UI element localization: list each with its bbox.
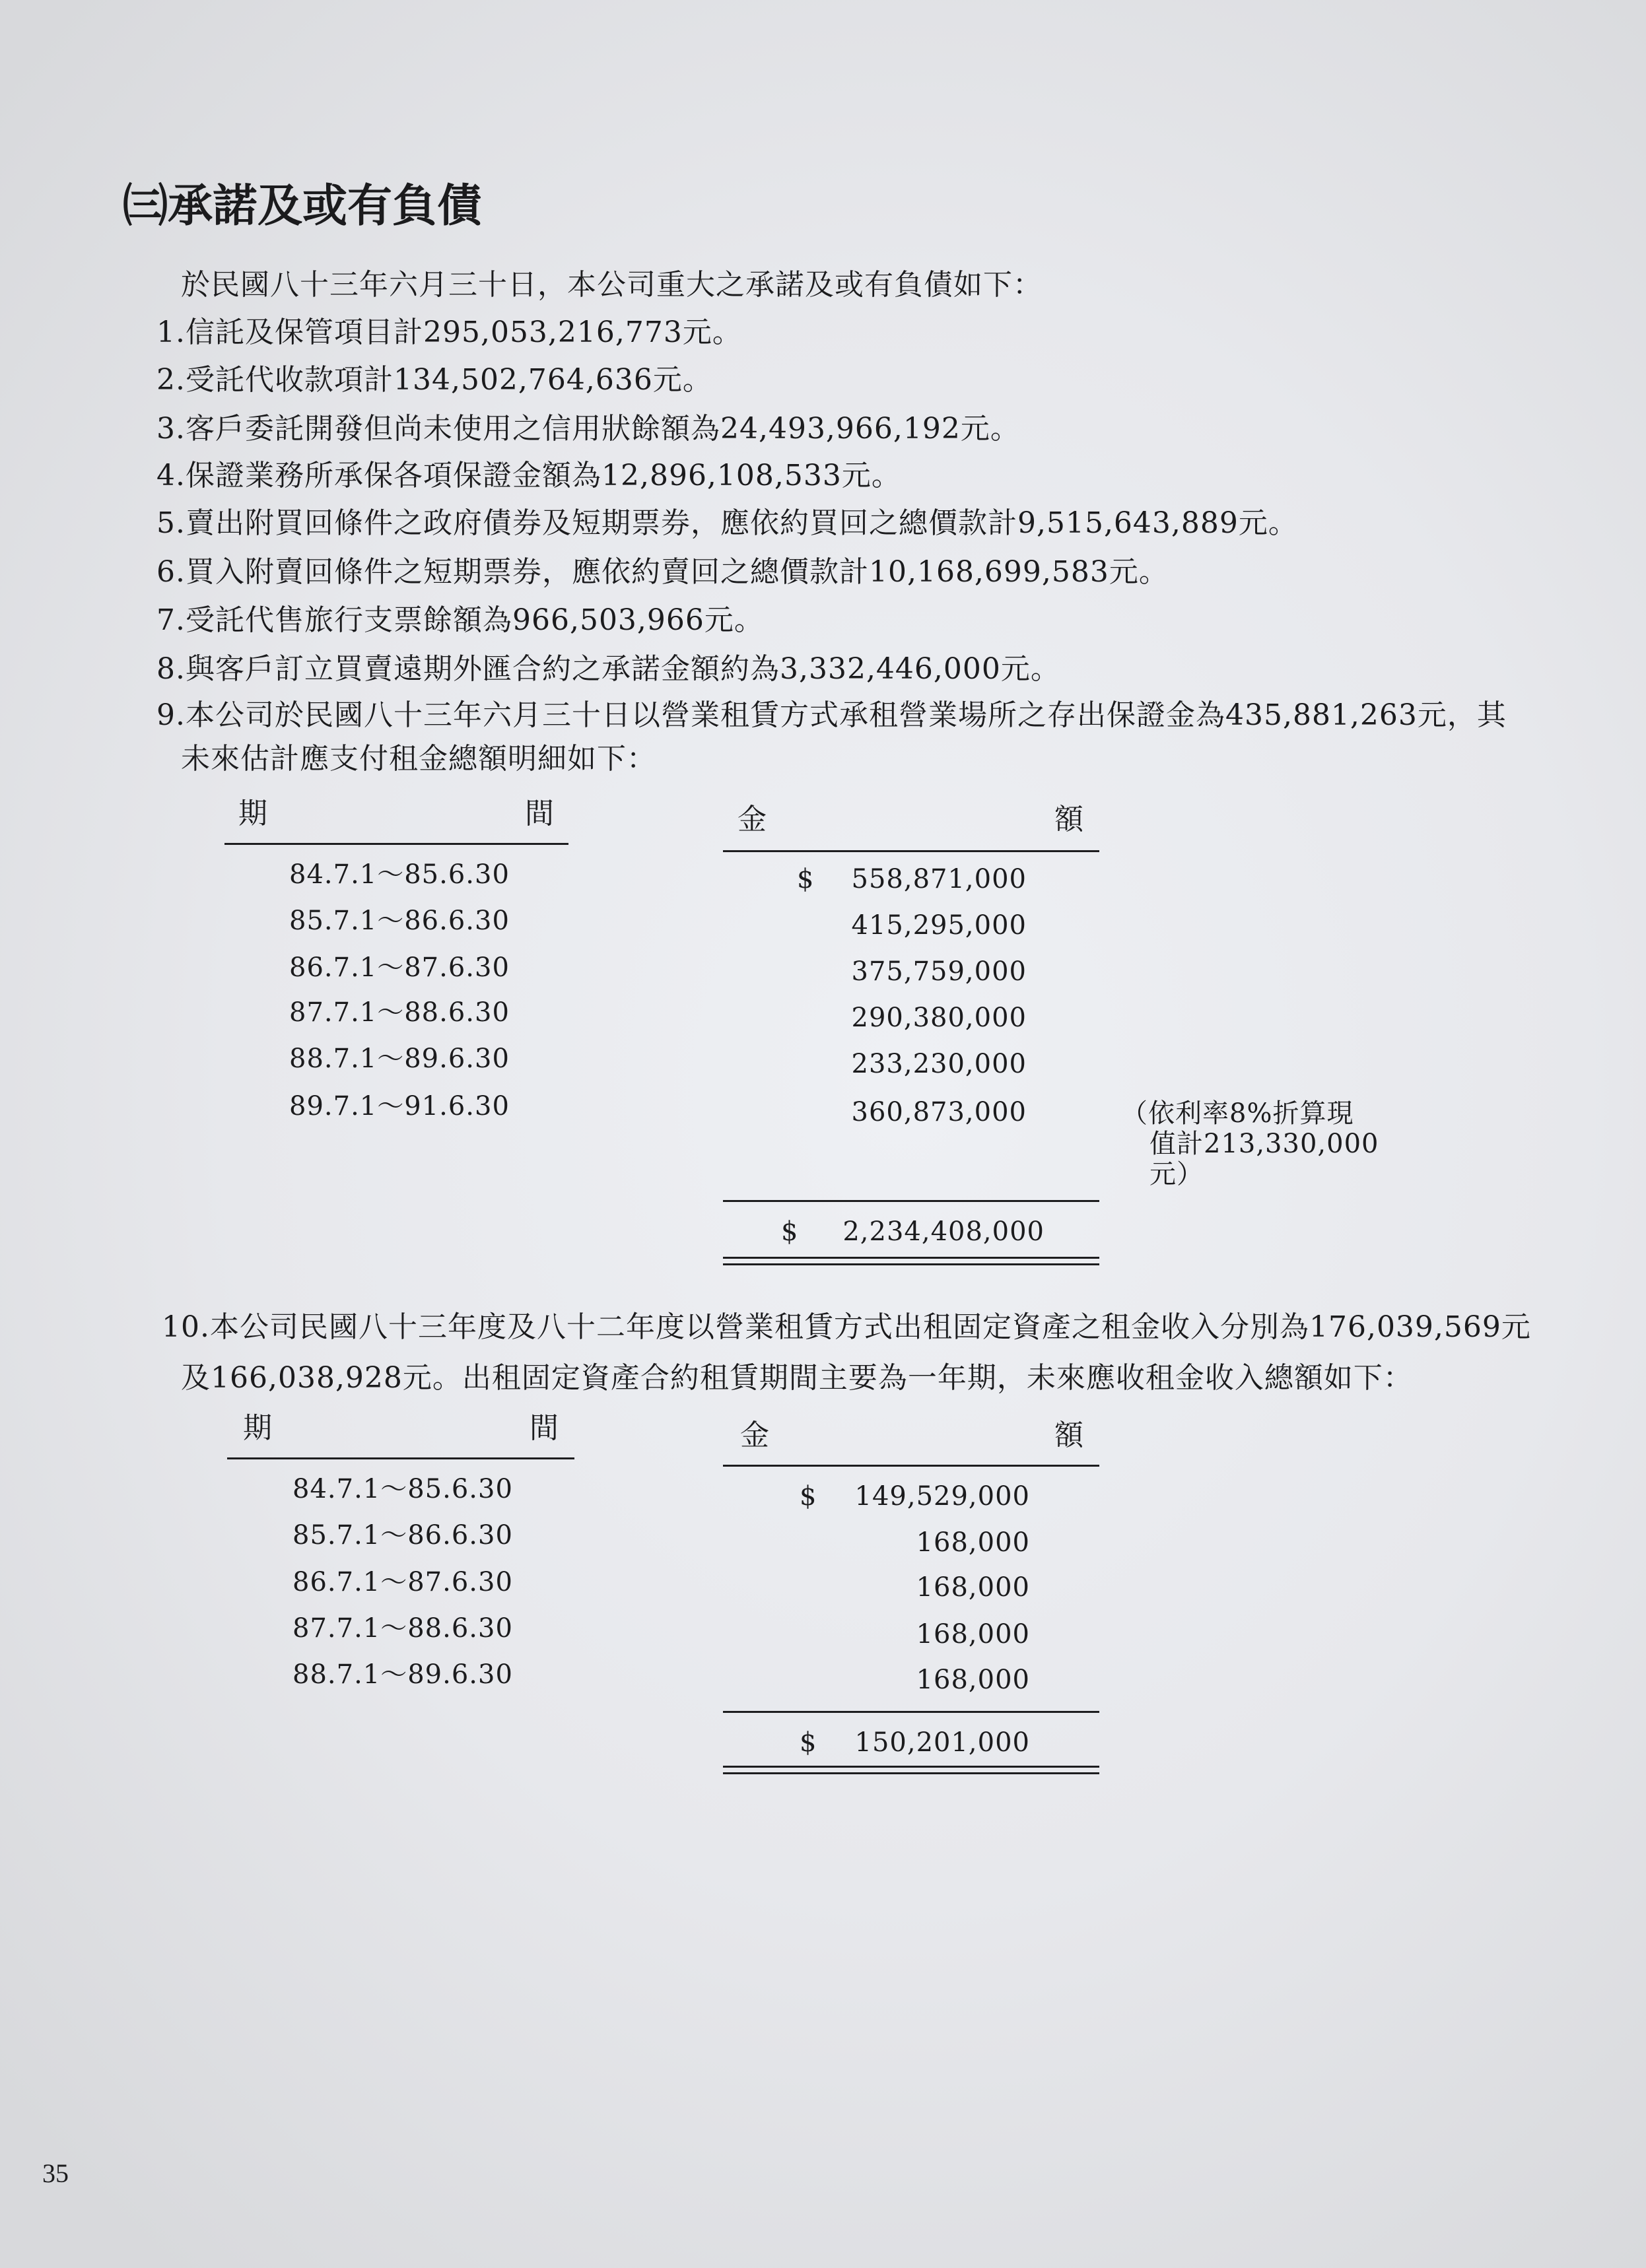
list-item: 2.受託代收款項計134,502,764,636元。 [156,363,712,397]
present-value-note-line-1: （依利率8%折算現 [1121,1098,1354,1129]
present-value-note-line-3: 元） [1149,1159,1204,1189]
currency-symbol: $ [797,864,815,894]
amount-header-right: 額 [1054,803,1083,836]
amount-header-left: 金 [737,803,767,836]
table-row-amount: 558,871,000 [851,864,1027,894]
list-item-9-line-1: 9.本公司於民國八十三年六月三十日以營業租賃方式承租營業場所之存出保證金為435,881,263元，其 [156,698,1507,732]
table-row-period: 88.7.1～89.6.30 [289,1044,510,1074]
intro-paragraph: 於民國八十三年六月三十日，本公司重大之承諾及或有負債如下： [181,268,1043,302]
period-header-underline [227,1457,574,1459]
table-row-period: 85.7.1～86.6.30 [289,906,510,936]
list-item-10-line-1: 10.本公司民國八十三年度及八十二年度以營業租賃方式出租固定資產之租金收入分別為176,039,569元 [162,1310,1531,1344]
period-header-left: 期 [238,797,267,830]
list-item: 7.受託代售旅行支票餘額為966,503,966元。 [156,603,764,637]
table-row-period: 86.7.1～87.6.30 [289,952,510,983]
table-row-amount: 375,759,000 [851,956,1027,987]
total-double-rule-top [723,1257,1099,1259]
table-row-period: 89.7.1～91.6.30 [289,1091,510,1121]
table-row-amount: 168,000 [916,1527,1030,1558]
total-double-rule-bottom [723,1263,1099,1265]
total-currency-symbol: $ [781,1217,799,1247]
list-item: 8.與客戶訂立買賣遠期外匯合約之承諾金額約為3,332,446,000元。 [156,652,1060,686]
amount-header-right: 額 [1054,1418,1083,1452]
total-amount: 2,234,408,000 [842,1217,1045,1247]
table-row-amount: 168,000 [916,1619,1030,1650]
table-row-amount: 233,230,000 [851,1049,1027,1079]
table-row-period: 85.7.1～86.6.30 [292,1520,513,1551]
table-row-period: 87.7.1～88.6.30 [289,997,510,1028]
amount-header-underline [723,1465,1099,1467]
table-row-amount: 290,380,000 [851,1003,1027,1033]
list-item: 3.客戶委託開發但尚未使用之信用狀餘額為24,493,966,192元。 [156,412,1020,446]
amount-header-underline [723,850,1099,852]
total-double-rule-top [723,1766,1099,1768]
currency-symbol: $ [800,1481,817,1512]
amount-header-left: 金 [740,1418,769,1452]
subtotal-rule [723,1711,1099,1713]
total-amount: 150,201,000 [854,1727,1030,1758]
subtotal-rule [723,1200,1099,1202]
list-item: 6.買入附賣回條件之短期票券，應依約賣回之總價款計10,168,699,583元。 [156,555,1169,589]
period-header-left: 期 [243,1411,272,1445]
table-row-amount: 168,000 [916,1665,1030,1695]
table-row-period: 88.7.1～89.6.30 [292,1659,513,1690]
table-row-period: 86.7.1～87.6.30 [292,1567,513,1597]
table-row-amount: 360,873,000 [851,1097,1027,1127]
table-row-period: 84.7.1～85.6.30 [292,1474,513,1504]
section-title: ㈢承諾及或有負債 [123,180,483,232]
present-value-note-line-2: 值計213,330,000 [1149,1129,1379,1159]
table-row-amount: 149,529,000 [854,1481,1030,1512]
table-row-period: 84.7.1～85.6.30 [289,859,510,890]
period-header-right: 間 [525,797,554,830]
total-double-rule-bottom [723,1772,1099,1774]
period-header-right: 間 [530,1411,559,1445]
total-currency-symbol: $ [800,1727,817,1758]
table-row-period: 87.7.1～88.6.30 [292,1613,513,1644]
list-item-10-line-2: 及166,038,928元。出租固定資產合約租賃期間主要為一年期，未來應收租金收入總額如下： [181,1361,1413,1395]
table-row-amount: 168,000 [916,1572,1030,1603]
list-item: 4.保證業務所承保各項保證金額為12,896,108,533元。 [156,459,901,492]
list-item: 5.賣出附買回條件之政府債券及短期票券，應依約買回之總價款計9,515,643,889元。 [156,506,1298,540]
period-header-underline [224,843,568,845]
list-item: 1.信託及保管項目計295,053,216,773元。 [156,316,742,349]
list-item-9-line-2: 未來估計應支付租金總額明細如下： [181,742,656,776]
table-row-amount: 415,295,000 [851,910,1027,941]
page-number: 35 [42,2158,69,2188]
